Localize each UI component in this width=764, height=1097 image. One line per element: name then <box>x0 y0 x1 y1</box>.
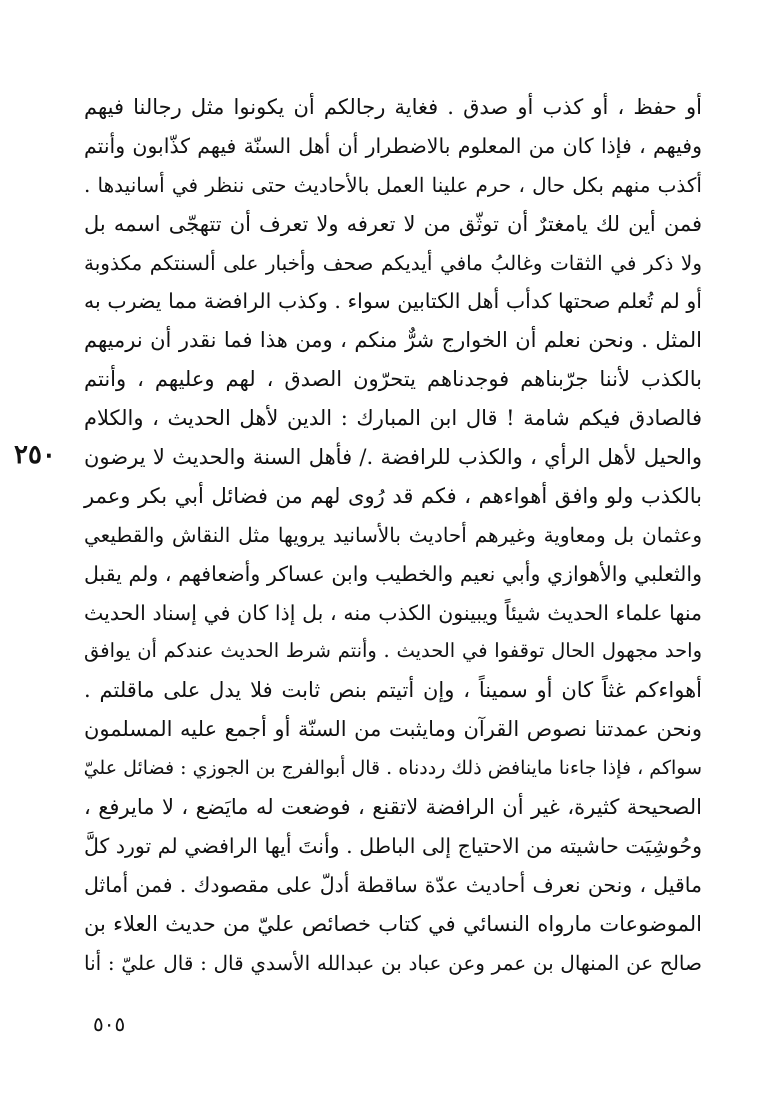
text-line: وعثمان بل ومعاوية وغيرهم أحاديث بالأسانيد يرويها مثل النقاش والقطيعي <box>84 522 702 547</box>
text-line: أهواءكم غثاً كان أو سميناً ، وإن أتيتم بنص ثابت فلا يدل على ماقلتم . <box>84 678 702 703</box>
text-line: والثعلبي والأهوازي وأبي نعيم والخطيب وابن عساكر وأضعافهم ، ولم يقبل <box>84 561 702 586</box>
text-line: ولا ذكر في الثقات وغالبُ مافي أيديكم صحف وأخبار على ألسنتكم مكذوبة <box>84 250 702 275</box>
text-line: والحيل لأهل الرأي ، والكذب للرافضة ./ فأهل السنة والحديث لا يرضون <box>84 445 702 470</box>
text-line: المثل . ونحن نعلم أن الخوارج شرٌّ منكم ، ومن هذا فما نقدر أن نرميهم <box>84 328 702 353</box>
text-line: صالح عن المنهال بن عمر وعن عباد بن عبدالله الأسدي قال : قال عليّ : أنا <box>84 950 702 975</box>
text-line: واحد مجهول الحال توقفوا في الحديث . وأنتم شرط الحديث عندكم أن يوافق <box>84 639 702 663</box>
text-line: الموضوعات مارواه النسائي في كتاب خصائص عليّ من حديث العلاء بن <box>84 911 702 936</box>
text-line: بالكذب ولو وافق أهواءهم ، فكم قد رُوى لهم من فضائل أبي بكر وعمر <box>84 483 702 508</box>
main-text-block <box>84 88 702 982</box>
text-line: فمن أين لك يامغترٌ أن توثّق من لا تعرفه ولا تعرف أن تتهجّى اسمه بل <box>84 211 702 236</box>
text-line: فالصادق فيكم شامة ! قال ابن المبارك : الدين لأهل الحديث ، والكلام <box>84 406 702 431</box>
text-line: وحُوشِيَت حاشيته من الاحتياج إلى الباطل . وأنتَ أيها الرافضي لم تورد كلَّ <box>84 833 702 858</box>
margin-reference-number: ٢٥٠ <box>14 440 56 470</box>
text-line: سواكم ، فإذا جاءنا ماينافض ذلك رددناه . قال أبوالفرج بن الجوزي : فضائل عليّ <box>83 757 702 780</box>
text-line: منها علماء الحديث شيئاً ويبينون الكذب منه ، بل إذا كان في إسناد الحديث <box>84 600 702 625</box>
text-line: أو لم تُعلم صحتها كدأب أهل الكتابين سواء . وكذب الرافضة مما يضرب به <box>84 289 702 314</box>
text-line: ونحن عمدتنا نصوص القرآن ومايثبت من السنّة أو أجمع عليه المسلمون <box>84 717 702 742</box>
text-line: أو حفظ ، أو كذب أو صدق . فغاية رجالكم أن يكونوا مثل رجالنا فيهم <box>84 95 702 119</box>
page-number: ٥٠٥ <box>93 1012 126 1036</box>
text-line: أكذب منهم بكل حال ، حرم علينا العمل بالأحاديث حتى ننظر في أسانيدها . <box>84 172 702 197</box>
text-line: وفيهم ، فإذا كان من المعلوم بالاضطرار أن أهل السنّة فيهم كذّابون وأنتم <box>84 133 702 158</box>
text-line: بالكذب لأننا جرّبناهم فوجدناهم يتحرّون الصدق ، لهم وعليهم ، وأنتم <box>84 367 702 392</box>
text-line: الصحيحة كثيرة، غير أن الرافضة لاتقنع ، فوضعت له مايَضع ، لا مايرفع ، <box>84 795 702 820</box>
text-line: ماقيل ، ونحن نعرف أحاديث عدّة ساقطة أدلّ على مقصودك . فمن أماثل <box>84 872 702 897</box>
